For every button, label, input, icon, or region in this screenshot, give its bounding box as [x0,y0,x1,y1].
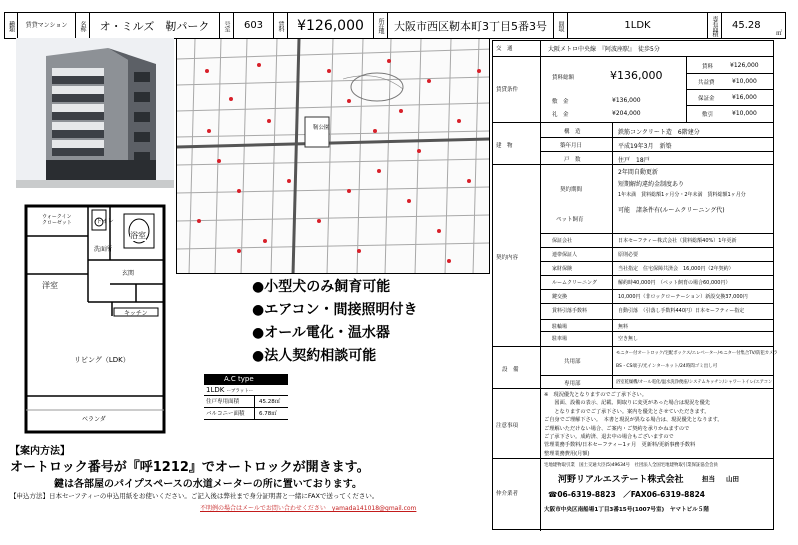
street-map [177,39,490,274]
contract-row-label: ルームクリーニング [552,280,597,286]
guide-title: 【案内方法】 [10,446,70,457]
note-line: 図面、設備の表示、記載、間取りに変更があった場合は現況を優先 [544,400,710,407]
guide-section [10,442,490,532]
room-kitchen: キッチン [124,310,148,317]
highlight-1: ●小型犬のみ飼育可能 [252,279,391,295]
room-toilet: トイレ [96,218,114,225]
map-marker [427,79,431,83]
contract-divider [540,319,774,320]
equipment-section: 設 備 共用部 モニター付オートロック/宅配ボックス/エレベーター/モニター付集合TV/防犯カメラ BS・CS端子/光インターネット/24時間ゴミ出し可 専用部 浴室乾燥機/オール電化/温水洗浄便座/システムキッチン/シャワートイレ/エアコン [492,346,774,388]
map-marker [417,149,421,153]
map-marker [263,239,267,243]
location-label: 所在地 [374,12,388,39]
map-marker [377,169,381,173]
map-marker [347,189,351,193]
contract-divider [540,289,774,290]
agency-section: 仲介業者 宅地建物取引業 国土交通大臣(5)49634号 社団法人全国宅地建物取引業保証協会会員 河野リアルエステート株式会社 担当 山田 ☎06-6319-8823 ／FAX06-6319-8824 大阪市中央区南船場1丁目3番15号(1007号室) ヤマトビル５階 [492,458,774,530]
contract-divider [540,275,774,276]
map-marker [257,63,261,67]
map-marker [347,99,351,103]
contract-row-value: 日本セーフティー株式会社（賃料総額40%）1年更新 [618,238,737,244]
rent-value: ¥126,000 [288,12,374,39]
contract-row-value: 無料 [618,324,629,330]
contract-divider [540,247,774,248]
room-closet: ウォークイン クローゼット [42,214,72,227]
room-bath: 浴室 [130,231,146,240]
autolock-text: オートロック番号が『呼1212』でオートロックが開きます。 [10,460,370,475]
type-label: 種類 [4,12,18,39]
property-name: オ・ミルズ 靭パーク [90,12,220,39]
note-line: 整理業務費用(月額) [544,450,590,457]
map-marker [205,69,209,73]
contract-divider [540,331,774,332]
contract-row-label: 連帯保証人 [552,252,578,258]
highlight-4: ●法人契約相談可能 [252,348,377,364]
agent-name: 山田 [726,475,739,483]
contract-row-label: 駐車場 [552,336,568,342]
area-label: 専有面積 [708,12,722,39]
name-label: 名称 [76,12,90,39]
map-marker [457,119,461,123]
room-entrance: 玄関 [122,270,135,277]
type-title: A.C type [204,374,288,385]
notes-lines [544,391,723,458]
note-line: ご自身でご理解下さい。 本書と現況が異なる場合は、現況優先となります。 [544,417,723,424]
rent-label: 賃料 [274,12,288,39]
highlights [252,276,492,368]
layout-label: 間取 [554,12,568,39]
contract-row-value: 解約時40,000円 （ペット飼育の場合60,000円） [618,280,731,286]
type-value: 賃貸マンション [18,12,76,39]
room-washroom: 洗面所 [94,246,113,253]
type-layout: 1LDK ーブラットー [204,385,288,396]
room-living: リビング（LDK） [74,356,130,364]
highlight-2: ●エアコン・間接照明付き [252,302,418,318]
type-row-balcony: バルコニー面積 6.78㎡ [204,408,288,420]
map-marker [373,129,377,133]
traffic-row: 交 通 大阪メトロ中央線 『阿波座駅』 徒歩5分 [492,40,774,56]
contract-row-value: 10,000円（非ロックローテーション）新設交換37,000円 [618,294,748,300]
contract-row-value: 当社指定 住宅保障共済会 16,000円（2年契約） [618,266,734,272]
contract-row-label: 駐輪場 [552,324,568,330]
map-marker [317,219,321,223]
location-value: 大阪市西区靭本町3丁目5番3号 [388,12,554,39]
map-marker [267,119,271,123]
header-bar [4,6,786,37]
building-illustration [16,38,174,188]
map-marker [237,189,241,193]
area-map [176,38,490,274]
note-line: 管理業務手数料/日本セーフティー1ヶ月 更新料/更新事務手数料 [544,442,696,449]
area-unit: ㎡ [775,30,782,37]
contract-row-value: 空き無し [618,336,639,342]
contract-row-value: 自動引落 （引落し手数料440円）日本セーフティー指定 [618,308,745,314]
note-line: ご了承下さい。成約済、退去中の場合もございますので [544,434,674,441]
map-marker [387,59,391,63]
map-marker [407,199,411,203]
map-landmark: 靭公園 [313,125,330,131]
note-line: ご理解いただけない場合、ご案内・ご契約を承りかねますので [544,425,690,432]
room-label: 号室 [220,12,234,39]
map-marker [437,229,441,233]
contact-email[interactable]: 不明例の場合はメールでお問い合わせください yamada141018@gmail.com [200,505,417,512]
notes-section: 注意事項 ※ 現況優先となりますのでご了承下さい。 図面、設備の表示、記載、間取りに変更があった場合は現況を優先 となりますのでご了承下さい。案内を優先とさせていただきます。 ご自身でご理解下さい。 本書と現況が異なる場合は、現況優先となります。 ご理解いただけない場合、ご案内・ご契約を承りかねますので ご了承下さい。成約済、退去中の場合もございますので 管理業務手数料/日本セーフティー1ヶ月 更新料/更新事務手数料 整理業務費用(月額) [492,388,774,458]
agency-tel[interactable]: ☎06-6319-8823 ／FAX06-6319-8824 [548,490,706,499]
contract-row-label: 保証会社 [552,238,573,244]
agent-label: 担当 [702,475,715,483]
contract-divider [540,303,774,304]
map-marker [197,219,201,223]
contract-section: 契約内容 2年間自動更新 短期解約違約金制度あり 契約期間 1年未満 賃料総額1ヶ月分・2年未満 賃料総額1ヶ月分 ペット飼育 可能 諸条件有(ルームクリーニング代) 保証会社 日本セーフティー株式会社（賃料総額40%）1年更新 連帯保証人 原則必要 家財保険 当社指定 住宅保障共済会 16,000円（2年契約） ルームクリーニング 解約時40,000円 （ペット飼育の場合60,000円） 鍵交換 10,000円（非ロックローテーション）新設交換37,000円 賃料引落手数料 自動引落 （引落し手数料440円）日本セーフティー指定 駐輪場 無料 駐車場 空き無し [492,164,774,346]
agency-name: 河野リアルエステート株式会社 [558,475,684,485]
floor-plan [12,200,182,440]
map-marker [287,179,291,183]
map-marker [447,259,451,263]
room-western: 洋室 [42,281,58,290]
agency-address: 大阪市中央区南船場1丁目3番15号(1007号室) ヤマトビル５階 [544,507,709,513]
map-marker [237,249,241,253]
map-marker [229,97,233,101]
note-line: ※ 現況優先となりますのでご了承下さい。 [544,392,647,398]
layout-value: 1LDK [568,12,708,39]
contract-row-label: 家財保険 [552,266,573,272]
agency-license: 宅地建物取引業 国土交通大臣(5)49634号 社団法人全国宅地建物取引業保証協会会員 [544,463,718,468]
room-number: 603 [234,12,274,39]
contract-row-label: 鍵交換 [552,294,568,300]
map-marker [357,249,361,253]
contract-divider [540,261,774,262]
type-box [204,374,288,438]
map-marker [217,159,221,163]
note-line: となりますのでご了承下さい。案内を優先とさせていただきます。 [544,408,710,415]
building-section: 建 物 構 造 鉄筋コンクリート造 6階建分 築年月日 平成19年3月 新築 戸 数 住戸 18戸 [492,122,774,164]
map-marker [207,129,211,133]
building-photo [16,38,174,188]
highlight-3: ●オール電化・温水器 [252,325,390,341]
apply-text: 【申込方法】日本セーフティーの申込用紙をお使いください。ご記入後は弊社まで身分証明書と一緒にFAXで送ってください。 [10,492,379,500]
type-row-area: 住戸専用面積 45.28㎡ [204,396,288,408]
room-balcony: ベランダ [82,416,106,423]
map-marker [399,109,403,113]
conditions-section: 賃貸条件 賃料総額 ¥136,000 敷 金 ¥136,000 礼 金 ¥204,000 賃料 ¥126,000 共益費 ¥10,000 保証金 ¥16,000 敷引 ¥10,000 [492,56,774,122]
total-rent: ¥136,000 [610,69,663,82]
floor-plan-drawing [12,200,182,440]
map-marker [477,69,481,73]
contract-row-value: 原則必要 [618,252,639,258]
map-marker [467,179,471,183]
key-text: 鍵は各部屋のパイプスペースの水道メーターの所に置いております。 [54,479,362,490]
map-marker [327,69,331,73]
area-value: 45.28 ㎡ [722,12,786,39]
contract-row-label: 賃料引落手数料 [552,308,588,314]
